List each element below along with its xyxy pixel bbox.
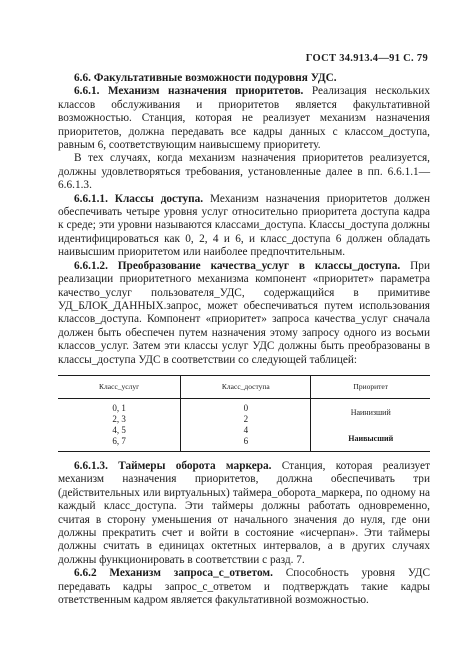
- priority-column: [311, 398, 430, 451]
- table-cell: 6: [243, 435, 249, 446]
- paragraph-6-6-1-2: 6.6.1.2. Преобразование качества_услуг в классы_доступа. При реализации приоритетного механизма компонент «приоритет» параметра качество_услуг пользователя_УДС, содержащийся в примитиве УД_БЛОК_ДАННЫХ.запрос, может обеспечиваться путем использования классов_доступа. Компонент «приоритет» запроса качества_услуг сначала должен быть обеспечен путем назначения этому запросу одного из восьми классов_услуг. Затем эти классы услуг УДС должны быть преобразованы в классы_доступа УДС в соответствии со следующей таблицей:: [58, 259, 430, 366]
- table-header-access-class: Класс_доступа: [181, 375, 311, 398]
- access-class-column: [181, 398, 311, 451]
- service-class-column: [58, 398, 181, 451]
- table-cell: 4: [243, 424, 249, 435]
- section-heading-6-6: 6.6. Факультативные возможности подуровня УДС.: [74, 72, 337, 84]
- paragraph-6-6-2: 6.6.2 Механизм запроса_с_ответом. Способность уровня УДС передавать кадры запрос_с_ответом и подтверждать такие кадры ответственным кадром является факультативной возможностью.: [58, 567, 430, 606]
- table-header-service-class: Класс_услуг: [58, 375, 181, 398]
- table-cell: 2: [243, 413, 249, 424]
- table-cell: 2, 3: [112, 413, 126, 424]
- document-body: [58, 72, 430, 607]
- table-cell: 0, 1: [112, 402, 126, 413]
- table-header-priority: Приоритет: [311, 375, 430, 398]
- priority-highest: Наивысший: [348, 433, 394, 443]
- table-cell: 4, 5: [112, 424, 126, 435]
- paragraph-requirements: В тех случаях, когда механизм назначения приоритетов реализуется, должны удовлетворяться требования, установленные далее в пп. 6.6.1.1—6.6.1.3.: [58, 152, 430, 192]
- paragraph-6-6-1-1: 6.6.1.1. Классы доступа. Механизм назначения приоритетов должен обеспечивать четыре уровня услуг относительно приоритета доступа кадра к среде; эти уровни называются классами_доступа. Классы_доступа должны идентифицироваться как 0, 2, 4 и 6, и класс_доступа 6 должен обладать наивысшим приоритетом или наиболее предпочтительным.: [58, 192, 430, 259]
- priority-lowest: Наинизший: [350, 407, 391, 417]
- table-header-row: [58, 375, 430, 398]
- table-cell: 0: [243, 402, 249, 413]
- page-header: ГОСТ 34.913.4—91 С. 79: [305, 53, 428, 64]
- priority-mapping-table: [58, 375, 430, 452]
- paragraph-6-6-1: 6.6.1. Механизм назначения приоритетов. Реализация нескольких классов обслуживания и приоритетов является факультативной возможностью. Станция, которая не реализует механизм назначения приоритетов, должна передавать все кадры данных с классом_доступа, равным 6, соответствующим наивысшему приоритету.: [58, 85, 430, 152]
- table-cell: 6, 7: [112, 435, 126, 446]
- table-row: [58, 398, 430, 451]
- paragraph-6-6-1-3: 6.6.1.3. Таймеры оборота маркера. Станция, которая реализует механизм назначения приоритетов, должна обеспечивать три (действительных или виртуальных) таймера_оборота_маркера, по одному на каждый класс_доступа. Эти таймеры должны работать одновременно, считая в сторону уменьшения от начального значения до нуля, где они должны прекратить счет и войти в состояние «исчерпан». Эти таймеры должны считать в единицах октетных интервалов, а в других случаях должны функционировать в соответствии с разд. 7.: [58, 459, 431, 566]
